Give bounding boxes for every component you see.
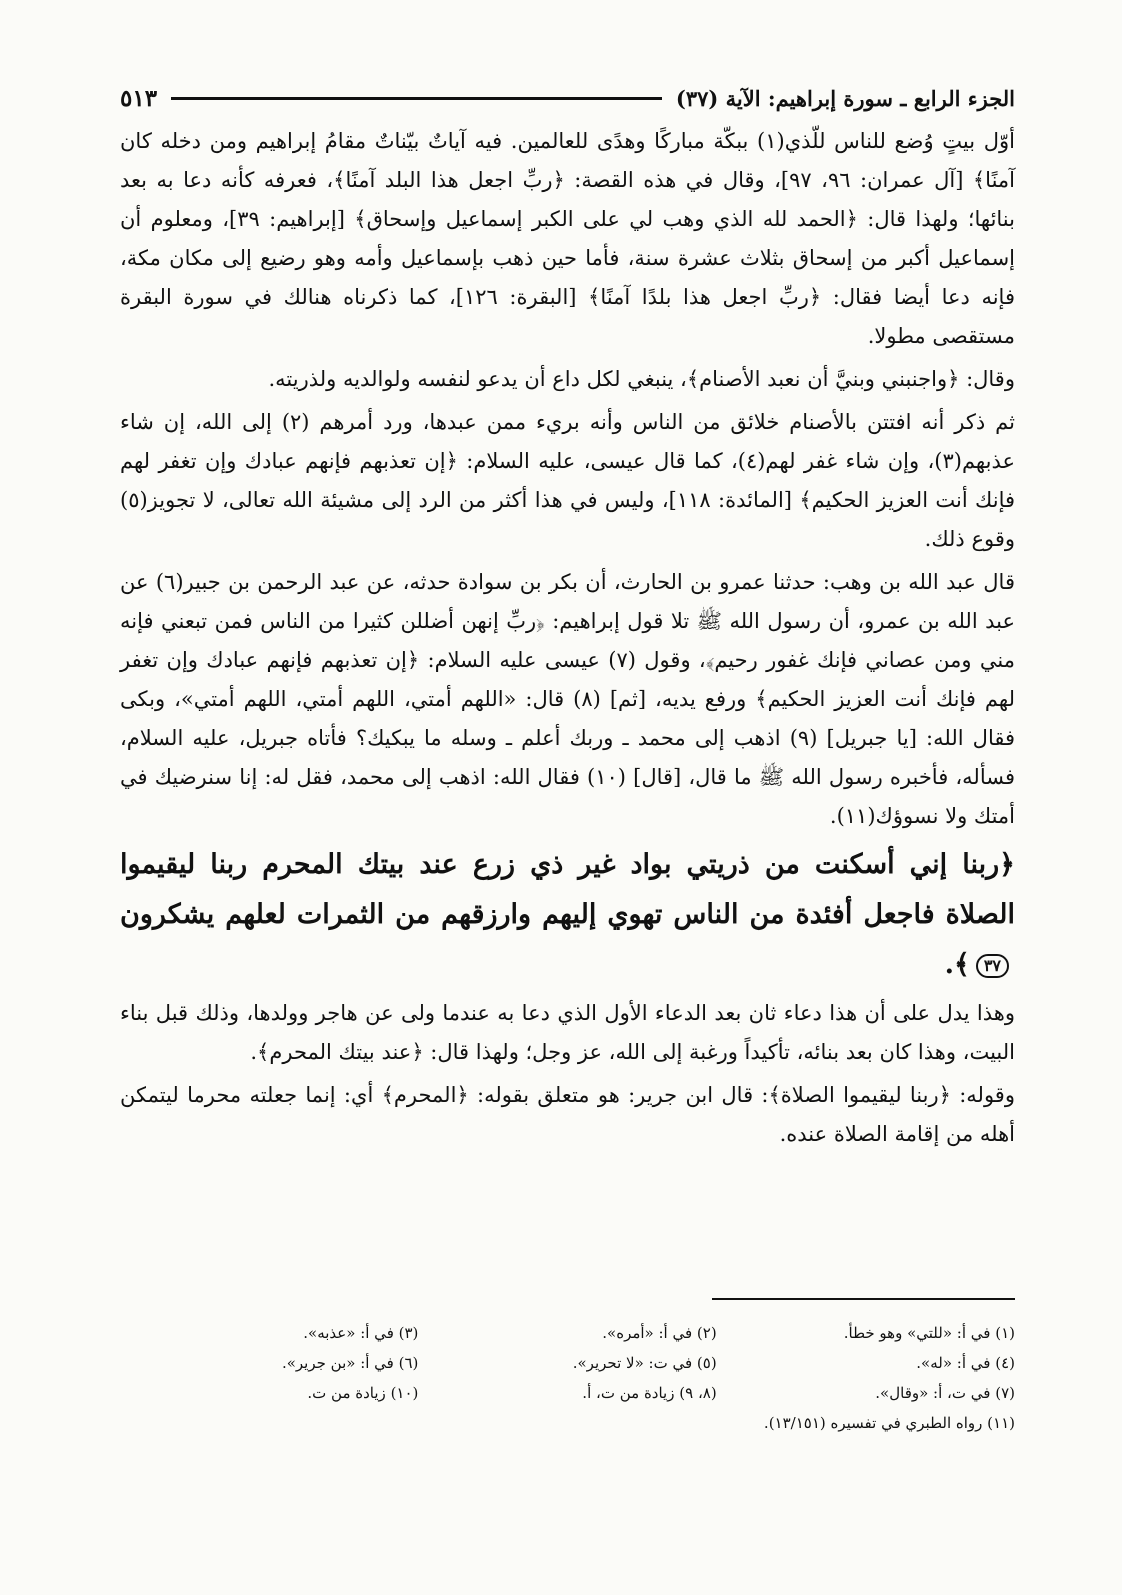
header-rule — [171, 97, 662, 100]
footnote: (١) في أ: «للتي» وهو خطأ. — [843, 1324, 1015, 1342]
footnote: (٥) في ت: «لا تحرير». — [572, 1354, 717, 1372]
footnote-row — [120, 1378, 1015, 1408]
paragraph-4: قال عبد الله بن وهب: حدثنا عمرو بن الحارث، أن بكر بن سوادة حدثه، عن عبد الرحمن بن جبير(٦) عن عبد الله بن عمرو، أن رسول الله ﷺ تلا قول إبراهيم: ﴿ربِّ إنهن أضللن كثيرا من الناس فمن تبعني فإنه مني ومن عصاني فإنك غفور رحيم﴾، وقول (٧) عيسى عليه السلام: ﴿إن تعذبهم فإنهم عبادك وإن تغفر لهم فإنك أنت العزيز الحكيم﴾ ورفع يديه، [ثم] (٨) قال: «اللهم أمتي، اللهم أمتي، اللهم أمتي»، وبكى فقال الله: [يا جبريل] (٩) اذهب إلى محمد ـ وربك أعلم ـ وسله ما يبكيك؟ فأتاه جبريل، عليه السلام، فسأله، فأخبره رسول الله ﷺ ما قال، [قال] (١٠) فقال الله: اذهب إلى محمد، فقل له: إنا سنرضيك في أمتك ولا نسوؤك(١١). — [120, 570, 1015, 828]
paragraph-2: وقال: ﴿واجنبني وبنيَّ أن نعبد الأصنام﴾، ينبغي لكل داع أن يدعو لنفسه ولوالديه ولذريته. — [268, 367, 1015, 391]
footnote: (٢) في أ: «أمره». — [602, 1324, 717, 1342]
paragraph-6: وقوله: ﴿ربنا ليقيموا الصلاة﴾: قال ابن جرير: هو متعلق بقوله: ﴿المحرم﴾ أي: إنما جعلته محرما ليتمكن أهله من إقامة الصلاة عنده. — [120, 1083, 1015, 1146]
paragraph-5: وهذا يدل على أن هذا دعاء ثان بعد الدعاء الأول الذي دعا به عندما ولى عن هاجر وولدها، وذلك قبل بناء البيت، وهذا كان بعد بنائه، تأكيداً ورغبة إلى الله، عز وجل؛ ولهذا قال: ﴿عند بيتك المحرم﴾. — [120, 1001, 1015, 1064]
running-title: الجزء الرابع ـ سورة إبراهيم: الآية (٣٧) — [675, 85, 1015, 111]
footnote: (٧) في ت، أ: «وقال». — [875, 1384, 1015, 1402]
footnote-rule — [712, 1298, 1015, 1300]
footnote: (٤) في أ: «له». — [916, 1354, 1015, 1372]
footnote: (٣) في أ: «عذبه». — [303, 1324, 419, 1342]
paragraph-1: أوّل بيتٍ وُضع للناس للّذي(١) ببكّة مباركًا وهدًى للعالمين. فيه آياتٌ بيّناتٌ مقامُ إبراهيم ومن دخله كان آمنًا﴾ [آل عمران: ٩٦، ٩٧]، وقال في هذه القصة: ﴿ربِّ اجعل هذا البلد آمنًا﴾، فعرفه كأنه دعا به بعد بنائها؛ ولهذا قال: ﴿الحمد لله الذي وهب لي على الكبر إسماعيل وإسحاق﴾ [إبراهيم: ٣٩]، ومعلوم أن إسماعيل أكبر من إسحاق بثلاث عشرة سنة، فأما حين ذهب بإسماعيل وأمه وهو رضيع إلى مكان مكة، فإنه دعا أيضا فقال: ﴿ربِّ اجعل هذا بلدًا آمنًا﴾ [البقرة: ١٢٦]، كما ذكرناه هنالك في سورة البقرة مستقصى مطولا. — [120, 129, 1016, 348]
footnote-row — [120, 1408, 1015, 1438]
running-header — [120, 78, 1015, 118]
verse-end: ﴾. — [944, 949, 970, 980]
footnote-row — [120, 1318, 1015, 1348]
page-number: ٥١٣ — [120, 84, 158, 112]
verse-number-marker: ٣٧ — [976, 954, 1009, 978]
main-text — [120, 122, 1015, 1158]
footnote-row — [120, 1348, 1015, 1378]
footnotes — [120, 1318, 1015, 1438]
footnote: (٨، ٩) زيادة من ت، أ. — [582, 1384, 717, 1402]
footnote: (١٠) زيادة من ت. — [307, 1384, 419, 1402]
footnote: (١١) رواه الطبري في تفسيره (١٣/١٥١). — [763, 1414, 1015, 1432]
quran-verse — [120, 840, 1015, 990]
verse-text: ﴿ربنا إني أسكنت من ذريتي بواد غير ذي زرع عند بيتك المحرم ربنا ليقيموا الصلاة فاجعل أفئدة من الناس تهوي إليهم وارزقهم من الثمرات لعلهم يشكرون — [120, 849, 1015, 930]
paragraph-3: ثم ذكر أنه افتتن بالأصنام خلائق من الناس وأنه بريء ممن عبدها، ورد أمرهم (٢) إلى الله، إن شاء عذبهم(٣)، وإن شاء غفر لهم(٤)، كما قال عيسى، عليه السلام: ﴿إن تعذبهم فإنهم عبادك وإن تغفر لهم فإنك أنت العزيز الحكيم﴾ [المائدة: ١١٨]، وليس في هذا أكثر من الرد إلى مشيئة الله تعالى، لا تجويز(٥) وقوع ذلك. — [120, 410, 1016, 551]
footnote: (٦) في أ: «بن جرير». — [281, 1354, 419, 1372]
